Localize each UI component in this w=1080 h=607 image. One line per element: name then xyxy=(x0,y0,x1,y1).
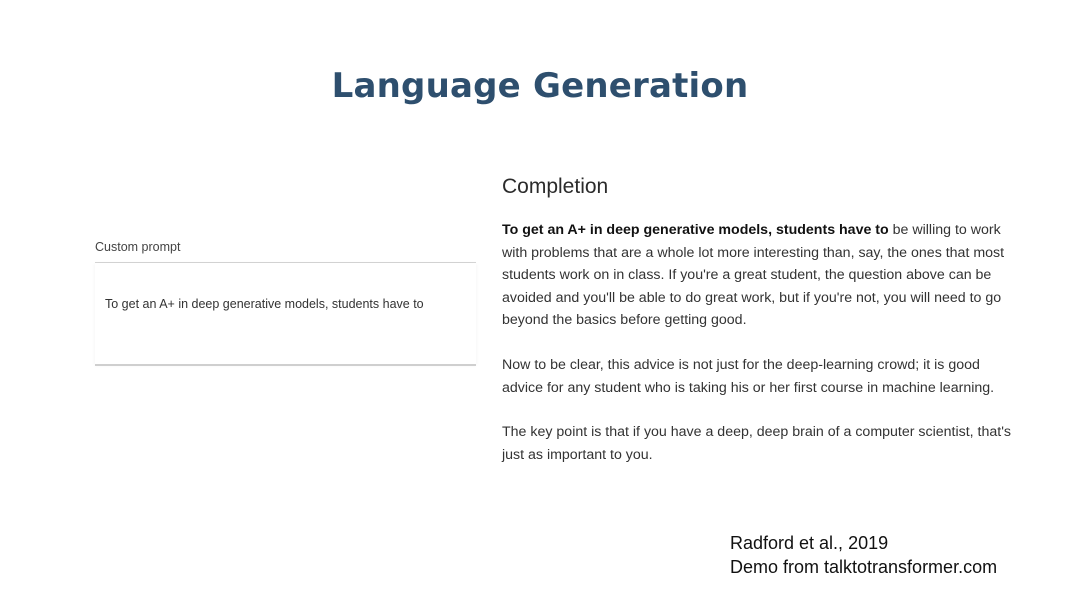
custom-prompt-panel xyxy=(95,240,476,368)
slide-title: Language Generation xyxy=(331,66,749,106)
completion-panel xyxy=(502,173,1022,488)
completion-heading: Completion xyxy=(502,175,609,198)
completion-prompt-text: To get an A+ in deep generative models, students have to xyxy=(502,222,889,238)
completion-generated-text: be willing to work with problems that are a whole lot more interesting than, say, the ones that most students work on in class. If you're a great student, the question above can be avoided and you'll be able to do great work, but if you're not, you will need to go beyond the basics before getting good. xyxy=(502,222,1005,329)
prompt-underline xyxy=(95,364,476,366)
citation-demo-source: Demo from talktotransformer.com xyxy=(730,557,998,577)
custom-prompt-label: Custom prompt xyxy=(95,240,181,254)
custom-prompt-textarea[interactable]: To get an A+ in deep generative models, students have to xyxy=(95,263,476,364)
citation xyxy=(730,531,997,579)
completion-paragraph-1 xyxy=(502,219,1022,332)
completion-paragraph-3: The key point is that if you have a deep, deep brain of a computer scientist, that's just as important to you. xyxy=(502,424,1012,463)
completion-paragraph-2: Now to be clear, this advice is not just for the deep-learning crowd; it is good advice for any student who is taking his or her first course in machine learning. xyxy=(502,356,995,396)
citation-reference: Radford et al., 2019 xyxy=(730,533,889,553)
